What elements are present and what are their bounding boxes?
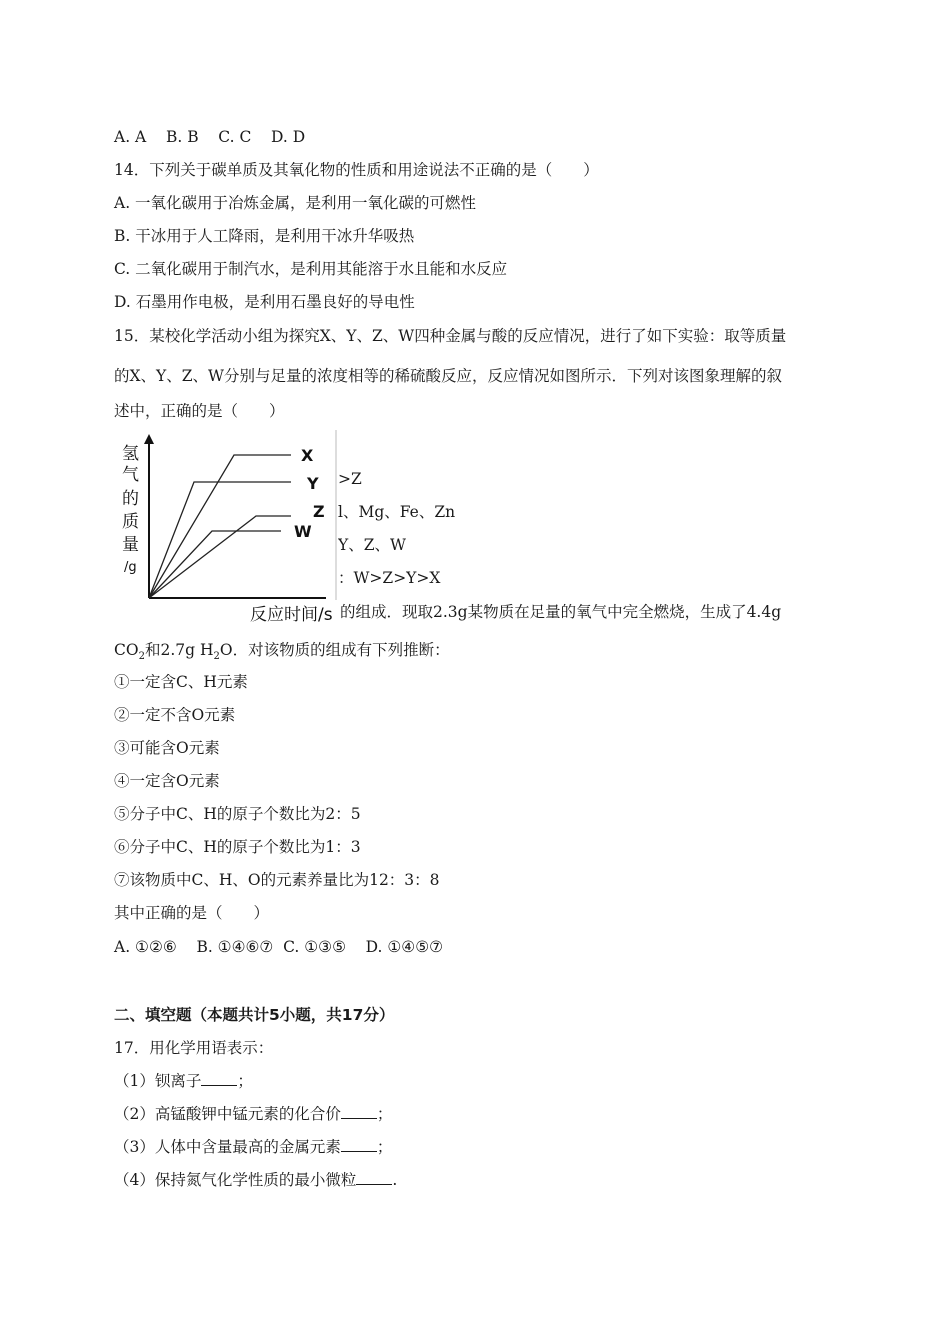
series-y-label: Y (307, 474, 319, 493)
y-unit-label: /g (124, 560, 137, 575)
q16-stem-line2 (114, 640, 450, 667)
q15-option-fragment-2: l、Mg、Fe、Zn (338, 503, 456, 521)
q17-item-2 (114, 1104, 392, 1124)
answer-blank[interactable] (201, 1071, 237, 1086)
q17-item-3-text: （3）人体中含量最高的金属元素 (114, 1138, 341, 1156)
q16-item-7: ⑦该物质中C、H、O的元素养量比为12：3：8 (114, 871, 440, 889)
y-label-char-1: 氢 (122, 444, 139, 464)
q15-option-fragment-3: Y、Z、W (338, 536, 406, 554)
section2-heading: 二、填空题（本题共计5小题，共17分） (114, 1006, 395, 1024)
q17-item-4-text: （4）保持氮气化学性质的最小微粒 (114, 1171, 357, 1189)
co2-formula: CO (114, 641, 139, 659)
q15-option-fragment-4: ：W>Z>Y>X (338, 569, 441, 587)
q15-option-fragment-1: >Z (338, 470, 362, 488)
q14-stem: 14．下列关于碳单质及其氧化物的性质和用途说法不正确的是（ ） (114, 161, 599, 179)
q14-option-b: B. 干冰用于人工降雨，是利用干冰升华吸热 (114, 227, 415, 245)
hydrogen-mass-graph (116, 430, 338, 626)
q16-item-5: ⑤分子中C、H的原子个数比为2：5 (114, 805, 361, 823)
q17-item-3 (114, 1137, 392, 1157)
q15-stem-line2: 的X、Y、Z、W分别与足量的浓度相等的稀硫酸反应，反应情况如图所示．下列对该图象理解的叙 (114, 367, 782, 385)
q16-options: A. ①②⑥ B. ①④⑥⑦ C. ①③⑤ D. ①④⑤⑦ (114, 938, 443, 956)
answer-blank[interactable] (341, 1137, 377, 1152)
q17-item-4-end: . (392, 1171, 398, 1189)
q17-item-3-end: ； (376, 1138, 393, 1156)
q17-item-2-end: ； (376, 1105, 393, 1123)
q17-item-4 (114, 1170, 397, 1190)
q17-stem: 17．用化学用语表示： (114, 1039, 274, 1057)
q17-item-1 (114, 1071, 253, 1091)
q16-item-3: ③可能含O元素 (114, 739, 220, 757)
series-z-label: Z (313, 502, 325, 521)
q16-question: 其中正确的是（ ） (114, 904, 270, 922)
q16-item-2: ②一定不含O元素 (114, 706, 236, 724)
y-label-char-2: 气 (122, 465, 139, 485)
q15-stem-line3: 述中，正确的是（ ） (114, 402, 285, 420)
q17-item-2-text: （2）高锰酸钾中锰元素的化合价 (114, 1105, 341, 1123)
q15-stem-line1: 15．某校化学活动小组为探究X、Y、Z、W四种金属与酸的反应情况，进行了如下实验：取等质量 (114, 327, 787, 345)
q17-item-1-text: （1）钡离子 (114, 1072, 202, 1090)
y-axis-arrow (144, 434, 154, 444)
h2o-lead: 和2.7g H (144, 641, 214, 659)
q16-stem-line1: 的组成．现取2.3g某物质在足量的氧气中完全燃烧，生成了4.4g (340, 603, 782, 621)
series-x-label: X (301, 446, 314, 465)
q16-stem-tail: O．对该物质的组成有下列推断： (219, 641, 450, 659)
answer-blank[interactable] (356, 1170, 392, 1185)
series-x-line (149, 455, 291, 598)
answer-blank[interactable] (341, 1104, 377, 1119)
q14-option-c: C. 二氧化碳用于制汽水，是利用其能溶于水且能和水反应 (114, 260, 508, 278)
series-y-line (149, 482, 291, 598)
y-label-char-5: 量 (122, 535, 139, 555)
q17-item-1-end: ； (237, 1072, 253, 1090)
y-label-char-3: 的 (122, 489, 139, 509)
q14-option-d: D. 石墨用作电极，是利用石墨良好的导电性 (114, 293, 415, 311)
y-label-char-4: 质 (122, 512, 139, 532)
series-w-label: W (294, 522, 312, 541)
q16-item-1: ①一定含C、H元素 (114, 673, 248, 691)
q16-item-4: ④一定含O元素 (114, 772, 220, 790)
q13-options: A. A B. B C. C D. D (114, 128, 306, 146)
x-axis-label: 反应时间/s (250, 605, 333, 625)
h2o-subscript: 2 (213, 651, 220, 663)
series-z-line (149, 516, 291, 598)
graph-svg (116, 430, 338, 626)
q14-option-a: A. 一氧化碳用于冶炼金属，是利用一氧化碳的可燃性 (114, 194, 477, 212)
co2-subscript: 2 (138, 651, 145, 663)
q16-item-6: ⑥分子中C、H的原子个数比为1：3 (114, 838, 361, 856)
